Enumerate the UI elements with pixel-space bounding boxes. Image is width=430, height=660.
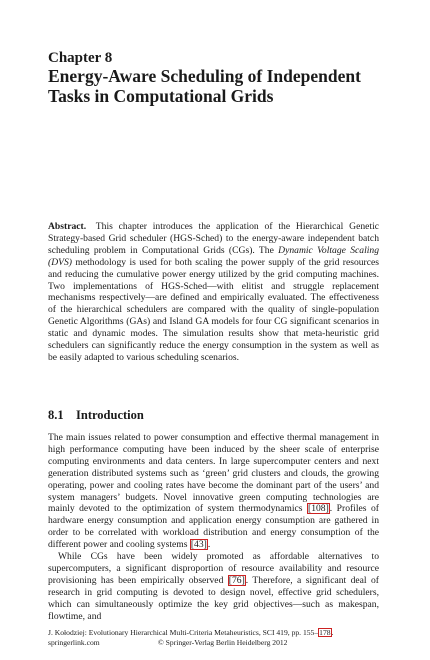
abstract-italic-term: Dynamic Voltage Scaling (DVS) — [48, 244, 379, 268]
footer-citation-prefix: J. Kołodziej: Evolutionary Hierarchical Multi-Criteria Metaheuristics, SCI 419, pp. 155– — [48, 628, 319, 637]
paragraph-1 — [48, 432, 379, 551]
section-number: 8.1 — [48, 408, 64, 422]
paragraph-1-part1: The main issues related to power consumption and effective thermal management in high performance computing have been induced by the sheer scale of enterprise computing environments and data centers. In large supercomputer centers and next generation distributed systems such as ‘green’ grid clusters and clouds, the growing operating, power and cooling rates have become the dominant part of the users’ and system managers’ budgets. Novel innovative green computing technologies are mainly devoted to the optimization of system thermodynamics — [48, 432, 379, 515]
footer-citation — [48, 628, 379, 638]
citation-link-43[interactable]: [43] — [190, 539, 207, 551]
chapter-title: Energy-Aware Scheduling of Independent Tasks in Computational Grids — [48, 66, 361, 106]
abstract-text-part2: methodology is used for both scaling the power supply of the grid resources and reducing the cumulative power energy utilized by the grid computing machines. Two implementations of HGS-Sched—with elitist and struggle replacement mechanisms respectively—are defined and empirically evaluated. The effectiveness of the hierarchical schedulers are compared with the quality of single-population Genetic Algorithms (GAs) and Island GA models for four CG significant scenarios in static and dynamic modes. The simulation results show that meta-heuristic grid schedulers can significantly reduce the energy consumption in the system as well as be easily adapted to various scheduling scenarios. — [48, 256, 379, 363]
body-text — [48, 432, 379, 623]
footer-page-link[interactable]: 178 — [319, 628, 331, 637]
paragraph-1-part3: . — [207, 539, 211, 551]
paragraph-2 — [48, 551, 379, 622]
section-title: Introduction — [76, 408, 144, 422]
abstract-label: Abstract. — [48, 221, 87, 232]
footer-citation-suffix: . — [331, 628, 334, 637]
abstract-text-part1: This chapter introduces the application of the Hierarchical Genetic Strategy-based Grid scheduler (HGS-Sched) to the energy-aware independent batch scheduling problem in Computational Grids (CGs). The — [48, 221, 379, 256]
section-heading — [48, 408, 144, 423]
footer-site: springerlink.com — [48, 637, 100, 647]
paragraph-1-part2: . Profiles of hardware energy consumption and application energy consumption are gathered in order to be correlated with workload distribution and energy consumption of the different power and cooling systems — [48, 503, 379, 551]
page-footer — [48, 628, 379, 647]
abstract — [48, 221, 379, 364]
chapter-number: Chapter 8 — [48, 50, 113, 66]
paragraph-2-part1: While CGs have been widely promoted as affordable alternatives to supercomputers, a significant disproportion of resource availability and resource provisioning has been empirically observed — [48, 551, 379, 586]
paragraph-2-part2: . Therefore, a significant deal of research in grid computing is devoted to design novel, effective grid schedulers, which can simultaneously optimize the key grid objectives—such as makespan, flowtime, and — [48, 574, 379, 622]
citation-link-76[interactable]: [76] — [228, 574, 245, 586]
citation-link-108[interactable]: [108] — [308, 503, 329, 515]
footer-copyright: © Springer-Verlag Berlin Heidelberg 2012 — [158, 637, 288, 647]
